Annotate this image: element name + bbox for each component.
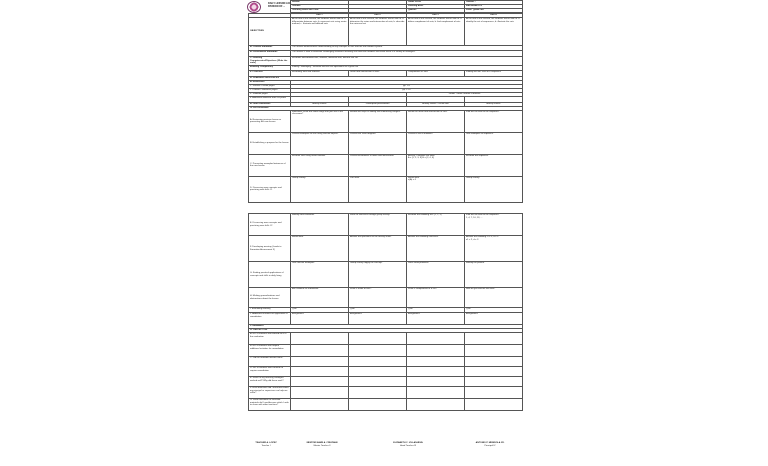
content-standards-value: The learner demonstrates understanding of key concepts of sets and the real number system. xyxy=(291,46,523,51)
mastery-day-4 xyxy=(465,236,523,262)
objective-day-4: At the end of the session, the students will be able to: a. identify the set of sequences; b. illustrate the sets xyxy=(465,18,523,46)
objective-day-1: At the end of the session, the students will be able to: a. differentiate between sets; b. represent sets using roster method; c. illustrate well-defined sets xyxy=(291,18,349,46)
review-day-2: Review the steps in adding and subtracting integers. xyxy=(349,110,407,132)
objectives-label: OBJECTIVES xyxy=(249,18,291,46)
header-table xyxy=(290,0,523,13)
additional-activities-day-1: Assignment. xyxy=(291,313,349,325)
quarter-value: FIRST QUARTER xyxy=(465,9,523,13)
lesson-table-upper xyxy=(248,13,523,203)
signatory-3-name: ELIZABETH C. VILLANUEVA xyxy=(393,442,423,444)
signatory-4-name: ANTONIO P. MENDIOLA JR. xyxy=(475,442,505,444)
competencies-value: Illustrates well-defined sets, subsets, universal sets, and the null set. xyxy=(291,57,523,66)
applications-day-2: Group activity: Apply the concept. xyxy=(349,262,407,288)
discussing-1-day-2: Pair work. xyxy=(349,176,407,202)
textbook-pages-label: 3. Textbook pages xyxy=(249,92,291,96)
school-seal-icon xyxy=(247,1,261,13)
signatory-4 xyxy=(462,442,518,448)
discussing-1-day-4: Group activity. xyxy=(465,176,523,202)
mastery-label: F. Developing mastery (Leads to Formative Assessment 3) xyxy=(249,236,291,262)
discussing-2-day-4 xyxy=(465,214,523,236)
additional-activities-day-2: Assignment. xyxy=(349,313,407,325)
school-label: School: xyxy=(291,1,349,5)
signatory-2-name: MENTOR NAME A. CRUZMAN xyxy=(306,442,338,444)
mastery-day-4-text: Answer the following: a = 3, d = 5 xyxy=(466,236,499,238)
lesson-table-lower xyxy=(248,213,523,411)
procedures-label: IV. PROCEDURES xyxy=(249,106,523,110)
performance-standards-value: The learner is able to formulate challenging situations involving sets and real numbers and solve these in a variety of strategies. xyxy=(291,51,523,57)
objective-day-3: At the end of the session, the students will be able to: a. define complement of sets; b. find complement of sets xyxy=(407,18,465,46)
content-day-1: Illustrating Sets and Subsets xyxy=(291,70,349,76)
reflection-e: E. Which of my teaching strategies worked well? Why did these work? xyxy=(249,377,291,387)
purpose-day-2: Present the Venn diagram. xyxy=(349,132,407,154)
inline-sequence: 1, 4, 7, 10, 13, ... xyxy=(466,216,483,219)
examples-day-2: Present illustrations of union and intersection. xyxy=(349,154,407,176)
tg-pages-label: 1. Teacher's Guide pages xyxy=(249,84,291,88)
evaluation-day-3: Quiz. xyxy=(407,308,465,313)
content-day-2: Union and Intersection of Sets xyxy=(349,70,407,76)
additional-activities-day-4: Assignment. xyxy=(465,313,523,325)
resources-label: III. LEARNING RESOURCES xyxy=(249,76,523,80)
examples-day-4: Illustrate the sequence. xyxy=(465,154,523,176)
review-day-1: Motivation: What are some things that you see in the classroom? xyxy=(291,110,349,132)
reflection-label: VI. REFLECTION xyxy=(249,329,523,333)
school-header xyxy=(268,3,291,8)
additional-activities-label: J. Additional activities for application or remediation xyxy=(249,313,291,325)
generalization-day-4: How do you find the nth term? xyxy=(465,288,523,308)
review-label: A. Reviewing previous lesson or presenting the new lesson xyxy=(249,110,291,132)
evaluation-label: I. Evaluating learning xyxy=(249,308,291,313)
school-division: DIVISION OF ... xyxy=(268,4,286,8)
enabling-competency-value: Finding / Identifying - Illustrate and use set operations on a given set xyxy=(291,65,523,70)
signatory-1-role: Teacher I xyxy=(261,445,271,447)
examples-day-3-text: Activity: Complete the table. xyxy=(408,154,436,157)
other-resources-day-3: Activity sheets / Visual aids xyxy=(407,102,465,106)
discussing-2-day-3: Illustrate the following: A = {1, 2, 3} xyxy=(407,214,465,236)
discussing-2-day-2: Work on exercises through group activity. xyxy=(349,214,407,236)
mastery-day-3: Answer the following exercises. xyxy=(407,236,465,262)
day-2-header: DAY 2 xyxy=(349,14,407,18)
signatory-3-role: Head Teacher III xyxy=(399,445,416,447)
teacher-label: Teacher: xyxy=(291,5,349,9)
inline-terms: a1 = 2, d = 3 xyxy=(466,238,479,241)
discussing-1-day-3-text: Board work. xyxy=(408,176,420,179)
applications-label: G. Finding practical applications of concepts and skills in daily living xyxy=(249,262,291,288)
purpose-day-1: Present examples of sets using real-life objects. xyxy=(291,132,349,154)
lm-pages-label: 2. Learner's Materials pages xyxy=(249,88,291,92)
grade-label: Grade Level: xyxy=(407,1,465,5)
inline-set-expression: A = {1, 2, 3, 4} B = {2, 4, 6} xyxy=(408,157,434,159)
applications-day-4: Identify the pattern. xyxy=(465,262,523,288)
content-day-4: Finding the Nth Term of a Sequence xyxy=(465,70,523,76)
mastery-day-1: Board work. xyxy=(291,236,349,262)
day-3-header: DAY 3 xyxy=(407,14,465,18)
reflection-g: G. What innovation or localized materials did I use/discover which I wish to share with other teachers? xyxy=(249,399,291,411)
other-resources-day-4: Activity sheets xyxy=(465,102,523,106)
discussing-1-day-1: Group activity. xyxy=(291,176,349,202)
remarks-label: V. REMARKS xyxy=(249,325,523,329)
other-resources-day-2: Powerpoint presentation xyxy=(349,102,407,106)
lm-pages-value: pp. 1-10 xyxy=(291,88,523,92)
discussing-2-day-4-text: Find the 8th term of the sequence. xyxy=(466,214,500,216)
generalization-day-3: What is complement of a set? xyxy=(407,288,465,308)
mastery-day-2: Answer the questions on the activity sheet. xyxy=(349,236,407,262)
evaluation-day-1: Quiz. xyxy=(291,308,349,313)
content-standards-label: A. Content Standards xyxy=(249,46,291,51)
review-day-4: Find the nth term of the sequence. xyxy=(465,110,523,132)
examples-day-1: Illustrate sets using roster method. xyxy=(291,154,349,176)
evaluation-day-2: Quiz. xyxy=(349,308,407,313)
signatory-4-role: Principal IV xyxy=(484,445,496,447)
signatory-2-role: Master Teacher II xyxy=(313,445,331,447)
examples-label: C. Presenting examples/instances of the new lesson xyxy=(249,154,291,176)
competencies-label: C. Learning Competencies/Objectives (Write the code) xyxy=(249,57,291,66)
textbook-pages-value: Grade 7 Math Learner's Material xyxy=(407,92,523,96)
quarter-label: Quarter: xyxy=(407,9,465,13)
other-resources-day-1: Activity sheets xyxy=(291,102,349,106)
purpose-label: B. Establishing a purpose for the lesson xyxy=(249,132,291,154)
generalization-day-1: Ask students to summarize. xyxy=(291,288,349,308)
generalization-label: H. Making generalizations and abstractions about the lesson xyxy=(249,288,291,308)
other-resources-label: B. Other Resources xyxy=(249,102,291,106)
tg-pages-value: pp. 1-5 xyxy=(291,84,523,88)
evaluation-day-4: Quiz. xyxy=(465,308,523,313)
school-name: DAILY LESSON LOG xyxy=(268,2,292,5)
objective-day-2: At the end of the session, the students will be able to: a. determine the union and intersection of sets; b. describe the universal set xyxy=(349,18,407,46)
day-4-header: DAY 4 xyxy=(465,14,523,18)
discussing-2-day-1: Identify other elements. xyxy=(291,214,349,236)
performance-standards-label: B. Performance Standards xyxy=(249,51,291,57)
reflection-d: D. No. of learners who continue to require remediation xyxy=(249,367,291,377)
reflection-f: F. What difficulties did I encounter which my principal or supervisor can help me solve? xyxy=(249,387,291,399)
signatory-3 xyxy=(380,442,436,448)
discussing-1-day-3 xyxy=(407,176,465,202)
discussing-2-label: E. Discussing new concepts and practicing new skills #2 xyxy=(249,214,291,236)
content-label: II. CONTENT xyxy=(249,70,291,76)
additional-activities-day-3: Assignment. xyxy=(407,313,465,325)
signatory-1 xyxy=(246,442,286,448)
applications-day-3: Solve word problems. xyxy=(407,262,465,288)
signatory-1-name: TEACHER A. LOPEZ xyxy=(255,442,277,444)
reflection-b: B. No. of learners who require additional activities for remediation xyxy=(249,345,291,357)
date-label: Teaching Dates and Time: xyxy=(291,9,349,13)
examples-day-3 xyxy=(407,154,465,176)
inline-cardinality: n(A) = 4 xyxy=(408,179,416,181)
purpose-day-3: Present a set of numbers. xyxy=(407,132,465,154)
reflection-a: A. No. of learners who earned 80% in the evaluation xyxy=(249,333,291,345)
additional-materials-label: 4. Additional Materials from LR portal xyxy=(249,96,291,102)
area-label: Learning Area: xyxy=(407,5,465,9)
content-day-3: Complement of Sets xyxy=(407,70,465,76)
enabling-competency-label: Enabling Competency xyxy=(249,65,291,70)
purpose-day-4: Give examples of sequence. xyxy=(465,132,523,154)
generalization-day-2: What is union of sets? xyxy=(349,288,407,308)
signatory-2 xyxy=(297,442,347,448)
applications-day-1: Give real-life examples. xyxy=(291,262,349,288)
discussing-1-label: D. Discussing new concepts and practicing new skills #1 xyxy=(249,176,291,202)
references-label: A. References xyxy=(249,80,291,84)
reflection-c: C. Did the remedial lessons work? xyxy=(249,357,291,367)
review-day-3: Recall the union and intersection of sets. xyxy=(407,110,465,132)
day-1-header: DAY 1 xyxy=(291,14,349,18)
area-value: MATHEMATICS xyxy=(465,5,523,9)
grade-value: GRADE 7 xyxy=(465,1,523,5)
